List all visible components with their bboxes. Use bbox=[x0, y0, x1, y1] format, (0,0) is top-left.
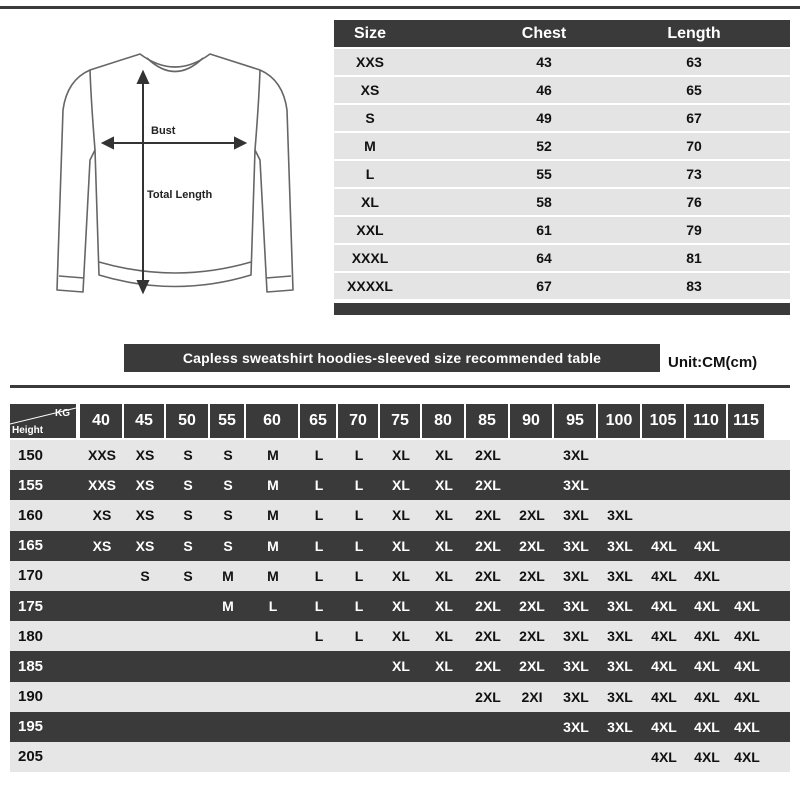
size-recommendation-cell: S bbox=[183, 447, 193, 464]
table-corner-cell bbox=[10, 404, 76, 438]
length-cell: 81 bbox=[686, 250, 702, 266]
size-recommendation-cell: XL bbox=[392, 507, 410, 524]
size-recommendation-cell: L bbox=[314, 628, 324, 645]
size-recommendation-cell: 4XL bbox=[734, 628, 760, 645]
size-recommendation-cell: 2XL bbox=[475, 477, 501, 494]
weight-header-cell: 65 bbox=[300, 404, 336, 438]
size-recommendation-cell: 2XL bbox=[519, 507, 545, 524]
header-size: Size bbox=[353, 24, 386, 42]
size-recommendation-cell: L bbox=[314, 567, 324, 584]
length-cell: 79 bbox=[686, 222, 702, 238]
size-recommendation-cell: S bbox=[183, 537, 193, 554]
size-cell: XL bbox=[361, 194, 379, 210]
length-cell: 76 bbox=[686, 194, 702, 210]
length-cell: 70 bbox=[686, 138, 702, 154]
top-divider bbox=[0, 6, 800, 9]
size-recommendation-cell: 4XL bbox=[651, 598, 677, 615]
size-cell: S bbox=[365, 110, 375, 126]
size-recommendation-cell: 2XL bbox=[475, 507, 501, 524]
length-cell: 83 bbox=[686, 278, 702, 294]
size-cell: XXS bbox=[355, 54, 384, 70]
size-recommendation-cell: 4XL bbox=[694, 628, 720, 645]
size-recommendation-cell: 2XL bbox=[475, 447, 501, 464]
size-recommendation-cell: 4XL bbox=[694, 658, 720, 675]
size-cell: M bbox=[364, 138, 376, 154]
size-recommendation-cell: XS bbox=[92, 537, 112, 554]
height-label: 155 bbox=[18, 476, 44, 494]
size-recommendation-cell: 2XL bbox=[519, 537, 545, 554]
size-recommendation-cell: 4XL bbox=[651, 658, 677, 675]
weight-header-cell: 80 bbox=[422, 404, 464, 438]
size-recommendation-cell: 3XL bbox=[563, 688, 589, 705]
size-recommendation-cell: L bbox=[268, 598, 278, 615]
height-label: 185 bbox=[18, 657, 44, 675]
height-row bbox=[10, 712, 790, 742]
size-recommendation-cell: 2XL bbox=[519, 628, 545, 645]
height-row bbox=[10, 742, 790, 772]
weight-header-row bbox=[10, 404, 790, 440]
size-recommendation-cell: S bbox=[183, 477, 193, 494]
height-row bbox=[10, 440, 790, 470]
size-recommendation-cell: M bbox=[267, 447, 279, 464]
size-recommendation-cell: XL bbox=[435, 567, 453, 584]
size-recommendation-cell: S bbox=[183, 567, 193, 584]
height-row bbox=[10, 591, 790, 621]
size-recommendation-cell: 4XL bbox=[734, 658, 760, 675]
size-chart-footer-bar bbox=[334, 303, 790, 315]
height-label: 150 bbox=[18, 446, 44, 464]
size-recommendation-cell: 4XL bbox=[734, 598, 760, 615]
weight-header-cell: 85 bbox=[466, 404, 508, 438]
weight-header-cell: 60 bbox=[246, 404, 298, 438]
weight-header-cell: 95 bbox=[554, 404, 596, 438]
size-recommendation-cell: 4XL bbox=[651, 718, 677, 735]
size-recommendation-cell: 4XL bbox=[651, 688, 677, 705]
size-recommendation-cell: 2XL bbox=[519, 598, 545, 615]
height-row bbox=[10, 561, 790, 591]
height-label: 190 bbox=[18, 688, 44, 706]
size-recommendation-cell: L bbox=[354, 567, 364, 584]
size-row bbox=[334, 189, 790, 215]
size-recommendation-cell: 2XL bbox=[475, 658, 501, 675]
weight-header-cell: 40 bbox=[80, 404, 122, 438]
unit-label: Unit:CM(cm) bbox=[668, 354, 758, 371]
size-recommendation-cell: L bbox=[314, 598, 324, 615]
table-caption: Capless sweatshirt hoodies-sleeved size recommended table bbox=[124, 344, 660, 372]
size-recommendation-cell: XL bbox=[392, 537, 410, 554]
length-cell: 67 bbox=[686, 110, 702, 126]
length-cell: 63 bbox=[686, 54, 702, 70]
chest-cell: 55 bbox=[536, 166, 552, 182]
height-row bbox=[10, 682, 790, 712]
weight-header-cell: 90 bbox=[510, 404, 552, 438]
size-cell: XS bbox=[360, 82, 380, 98]
size-recommendation-cell: XL bbox=[392, 447, 410, 464]
chest-cell: 49 bbox=[536, 110, 552, 126]
size-recommendation-cell: 2XL bbox=[475, 688, 501, 705]
size-recommendation-cell: L bbox=[314, 447, 324, 464]
size-recommendation-cell: 3XL bbox=[607, 628, 633, 645]
height-label: 160 bbox=[18, 506, 44, 524]
size-recommendation-cell: XL bbox=[392, 658, 410, 675]
size-recommendation-cell: L bbox=[354, 447, 364, 464]
size-recommendation-cell: 4XL bbox=[734, 718, 760, 735]
size-recommendation-cell: L bbox=[354, 598, 364, 615]
size-recommendation-cell: L bbox=[314, 507, 324, 524]
weight-header-cell: 100 bbox=[598, 404, 640, 438]
size-recommendation-cell: L bbox=[354, 507, 364, 524]
height-row bbox=[10, 651, 790, 681]
size-recommendation-cell: L bbox=[354, 537, 364, 554]
size-row bbox=[334, 77, 790, 103]
header-length: Length bbox=[667, 24, 721, 42]
size-recommendation-cell: 4XL bbox=[694, 537, 720, 554]
height-label: 205 bbox=[18, 748, 44, 766]
size-recommendation-cell: XXS bbox=[87, 477, 116, 494]
size-chart-table bbox=[334, 20, 790, 315]
size-recommendation-cell: 2XI bbox=[521, 688, 543, 705]
total-length-label: Total Length bbox=[147, 189, 213, 201]
size-recommendation-cell: M bbox=[267, 507, 279, 524]
size-recommendation-cell: XL bbox=[392, 598, 410, 615]
size-row bbox=[334, 161, 790, 187]
size-recommendation-cell: 2XL bbox=[519, 567, 545, 584]
size-recommendation-cell: M bbox=[222, 598, 234, 615]
chest-cell: 67 bbox=[536, 278, 552, 294]
size-row bbox=[334, 273, 790, 299]
size-recommendation-cell: 2XL bbox=[475, 628, 501, 645]
chest-cell: 58 bbox=[536, 194, 552, 210]
size-recommendation-cell: 4XL bbox=[694, 748, 720, 765]
size-recommendation-cell: XL bbox=[435, 537, 453, 554]
size-cell: L bbox=[365, 166, 375, 182]
size-recommendation-cell: XL bbox=[435, 477, 453, 494]
height-label: 170 bbox=[18, 567, 44, 585]
chest-cell: 61 bbox=[536, 222, 552, 238]
size-recommendation-cell: 2XL bbox=[475, 537, 501, 554]
size-chart-header bbox=[334, 20, 790, 47]
chest-cell: 64 bbox=[536, 250, 552, 266]
chest-cell: 52 bbox=[536, 138, 552, 154]
size-row bbox=[334, 105, 790, 131]
size-recommendation-cell: L bbox=[354, 628, 364, 645]
chest-cell: 43 bbox=[536, 54, 552, 70]
size-recommendation-cell: 4XL bbox=[651, 567, 677, 584]
height-row bbox=[10, 621, 790, 651]
size-recommendation-cell: 4XL bbox=[734, 748, 760, 765]
size-recommendation-cell: 4XL bbox=[651, 628, 677, 645]
size-recommendation-cell: 3XL bbox=[607, 507, 633, 524]
size-recommendation-cell: S bbox=[223, 507, 233, 524]
size-row bbox=[334, 49, 790, 75]
size-recommendation-cell: 4XL bbox=[651, 537, 677, 554]
weight-header-cell: 45 bbox=[124, 404, 164, 438]
size-recommendation-cell: XS bbox=[92, 507, 112, 524]
size-recommendation-cell: M bbox=[267, 537, 279, 554]
size-recommendation-cell: 4XL bbox=[694, 598, 720, 615]
weight-header-cell: 50 bbox=[166, 404, 208, 438]
size-recommendation-cell: M bbox=[222, 567, 234, 584]
size-row bbox=[334, 133, 790, 159]
bust-label: Bust bbox=[151, 125, 176, 137]
height-label: 175 bbox=[18, 597, 44, 615]
size-recommendation-cell: L bbox=[314, 477, 324, 494]
corner-height-label: Height bbox=[12, 425, 44, 436]
size-cell: XXXXL bbox=[347, 278, 393, 294]
size-recommendation-cell: XL bbox=[435, 628, 453, 645]
size-recommendation-cell: 3XL bbox=[563, 718, 589, 735]
size-recommendation-cell: L bbox=[314, 537, 324, 554]
size-recommendation-cell: S bbox=[223, 447, 233, 464]
weight-header-cell: 75 bbox=[380, 404, 420, 438]
length-cell: 65 bbox=[686, 82, 702, 98]
size-recommendation-cell: 3XL bbox=[563, 628, 589, 645]
recommendation-table bbox=[10, 404, 790, 772]
header-chest: Chest bbox=[521, 24, 567, 42]
size-recommendation-cell: S bbox=[183, 507, 193, 524]
size-recommendation-cell: L bbox=[354, 477, 364, 494]
size-recommendation-cell: 3XL bbox=[607, 598, 633, 615]
size-recommendation-cell: 4XL bbox=[694, 688, 720, 705]
size-cell: XXL bbox=[356, 222, 384, 238]
size-recommendation-cell: XS bbox=[135, 507, 155, 524]
size-row bbox=[334, 217, 790, 243]
size-recommendation-cell: XL bbox=[435, 658, 453, 675]
size-recommendation-cell: 3XL bbox=[563, 507, 589, 524]
size-recommendation-cell: 4XL bbox=[651, 748, 677, 765]
size-recommendation-cell: XXS bbox=[87, 447, 116, 464]
weight-header-cell: 105 bbox=[642, 404, 684, 438]
weight-header-cell: 70 bbox=[338, 404, 378, 438]
size-recommendation-cell: 3XL bbox=[563, 447, 589, 464]
weight-header-cell: 115 bbox=[728, 404, 764, 438]
size-recommendation-cell: M bbox=[267, 567, 279, 584]
size-recommendation-cell: 4XL bbox=[694, 718, 720, 735]
size-recommendation-cell: XS bbox=[135, 477, 155, 494]
size-recommendation-cell: S bbox=[223, 477, 233, 494]
section-divider bbox=[10, 385, 790, 388]
height-row bbox=[10, 470, 790, 500]
size-recommendation-cell: 4XL bbox=[694, 567, 720, 584]
size-recommendation-cell: XS bbox=[135, 537, 155, 554]
length-cell: 73 bbox=[686, 166, 702, 182]
size-recommendation-cell: 3XL bbox=[607, 658, 633, 675]
height-label: 165 bbox=[18, 537, 44, 555]
size-row bbox=[334, 245, 790, 271]
corner-kg-label: KG bbox=[55, 408, 70, 419]
chest-cell: 46 bbox=[536, 82, 552, 98]
size-recommendation-cell: XL bbox=[392, 567, 410, 584]
size-recommendation-cell: 3XL bbox=[563, 598, 589, 615]
size-recommendation-cell: 3XL bbox=[607, 537, 633, 554]
size-recommendation-cell: 3XL bbox=[563, 537, 589, 554]
size-recommendation-cell: S bbox=[140, 567, 150, 584]
size-recommendation-cell: XL bbox=[435, 507, 453, 524]
size-recommendation-cell: 3XL bbox=[607, 718, 633, 735]
height-label: 180 bbox=[18, 627, 44, 645]
size-recommendation-cell: 2XL bbox=[519, 658, 545, 675]
size-recommendation-cell: 3XL bbox=[563, 658, 589, 675]
size-recommendation-cell: XL bbox=[392, 628, 410, 645]
size-recommendation-cell: XL bbox=[392, 477, 410, 494]
size-recommendation-cell: XL bbox=[435, 598, 453, 615]
size-recommendation-cell: 3XL bbox=[563, 477, 589, 494]
height-label: 195 bbox=[18, 718, 44, 736]
size-recommendation-cell: 4XL bbox=[734, 688, 760, 705]
size-recommendation-cell: M bbox=[267, 477, 279, 494]
size-recommendation-cell: 3XL bbox=[607, 688, 633, 705]
size-recommendation-cell: 2XL bbox=[475, 598, 501, 615]
size-cell: XXXL bbox=[351, 250, 389, 266]
size-recommendation-cell: XL bbox=[435, 447, 453, 464]
sweatshirt-diagram bbox=[55, 40, 295, 310]
size-recommendation-cell: XS bbox=[135, 447, 155, 464]
weight-header-cell: 110 bbox=[686, 404, 726, 438]
height-row bbox=[10, 531, 790, 561]
size-recommendation-cell: 3XL bbox=[607, 567, 633, 584]
height-row bbox=[10, 500, 790, 530]
size-recommendation-cell: S bbox=[223, 537, 233, 554]
size-recommendation-cell: 3XL bbox=[563, 567, 589, 584]
weight-header-cell: 55 bbox=[210, 404, 244, 438]
size-recommendation-cell: 2XL bbox=[475, 567, 501, 584]
